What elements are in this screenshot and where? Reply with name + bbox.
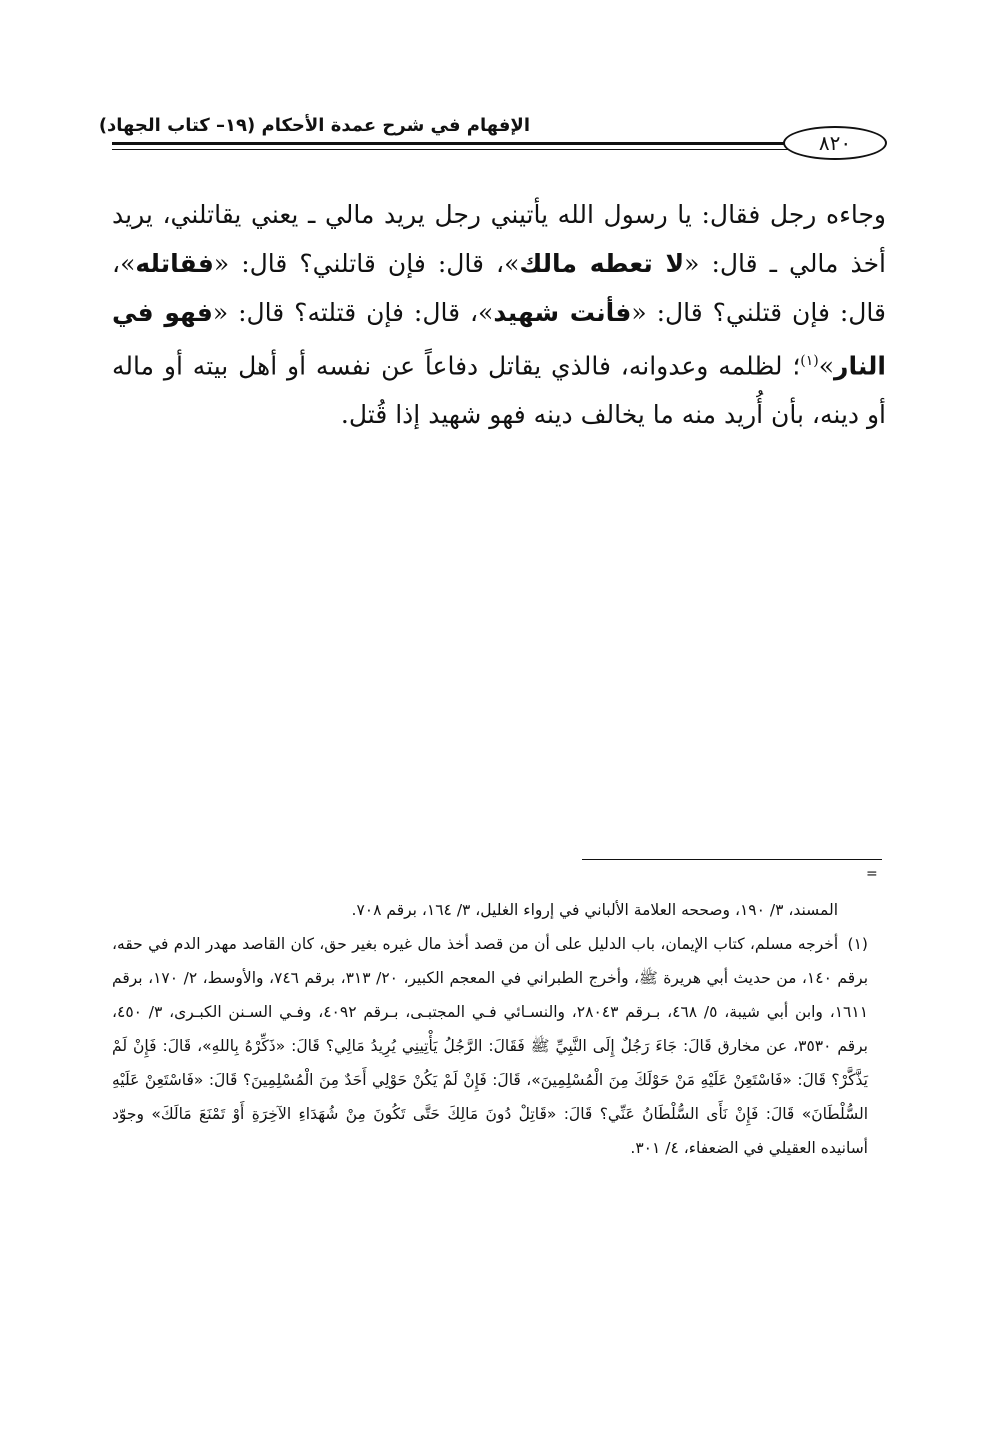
main-text bbox=[112, 190, 886, 439]
text-segment: »، قال: فإن قتلته؟ قال: « bbox=[212, 298, 494, 327]
footnote-1 bbox=[112, 927, 884, 1165]
text-segment: ؛ لظلمه وعدوانه، فالذي يقاتل دفاعاً عن نفسه أو أهل بيته أو ماله أو دينه، بأن أُريد منه ما يخالف دينه فهو شهيد إذا قُتل. bbox=[112, 351, 886, 430]
footnote-text: أخرجه مسلم، كتاب الإيمان، باب الدليل على أن من قصد أخذ مال غيره بغير حق، كان القاصد مهدر الدم في حقه، برقم ١٤٠، من حديث أبي هريرة ﷺ، وأخرج الطبراني في المعجم الكبير، ٢٠/ ٣١٣، برقم ٧٤٦، والأوسط، ٢/ ١٧٠، برقم ١٦١١، وابن أبي شيبة، ٥/ ٤٦٨، بـرقم ٢٨٠٤٣، والنسـائي فـي المجتبـى، بـرقم ٤٠٩٢، وفـي السـنن الكبـرى، ٣/ ٤٥٠، برقم ٣٥٣٠، عن مخارق قَالَ: جَاءَ رَجُلٌ إِلَى النَّبِيِّ ﷺ فَقَالَ: الرَّجُلُ يَأْتِينِي يُرِيدُ مَالِي؟ قَالَ: «ذَكِّرْهُ بِاللهِ»، قَالَ: فَإِنْ لَمْ يَذَّكَّرْ؟ قَالَ: «فَاسْتَعِنْ عَلَيْهِ مَنْ حَوْلَكَ مِنَ الْمُسْلِمِينَ»، قَالَ: فَإِنْ لَمْ يَكُنْ حَوْلِي أَحَدٌ مِنَ الْمُسْلِمِينَ؟ قَالَ: «فَاسْتَعِنْ عَلَيْهِ السُّلْطَانَ» قَالَ: فَإِنْ نَأَى السُّلْطَانُ عَنِّي؟ قَالَ: «قَاتِلْ دُونَ مَالِكَ حَتَّى تَكُونَ مِنْ شُهَدَاءِ الآخِرَةِ أَوْ تَمْنَعَ مَالَكَ» وجوّد أسانيده العقيلي في الضعفاء، ٤/ ٣٠١. bbox=[112, 935, 869, 1157]
main-paragraph bbox=[112, 190, 886, 439]
continuation-mark: = bbox=[866, 866, 878, 882]
text-segment: »، قال: فإن قتلني؟ قال: « bbox=[112, 249, 886, 327]
footnote-continued: المسند، ٣/ ١٩٠، وصححه العلامة الألباني في إرواء الغليل، ٣/ ١٦٤، برقم ٧٠٨. bbox=[351, 901, 838, 919]
header-rule-thick bbox=[112, 142, 784, 145]
bold-quote: فهو في النار bbox=[112, 298, 886, 381]
text-segment: »، قال: فإن قاتلني؟ قال: « bbox=[213, 249, 520, 278]
page-number: ٨٢٠ bbox=[818, 131, 852, 155]
bold-quote: لا تعطه مالك bbox=[519, 249, 685, 278]
page-header bbox=[98, 108, 892, 166]
bold-quote: فقاتله bbox=[135, 249, 214, 278]
running-title: الإفهام في شرح عمدة الأحكام (١٩– كتاب الجهاد) bbox=[98, 115, 530, 136]
footnote-reference[interactable]: (١) bbox=[800, 353, 819, 369]
footnote-separator bbox=[582, 859, 882, 860]
bold-quote: فأنت شهيد bbox=[493, 298, 632, 327]
page-number-badge bbox=[783, 126, 887, 160]
footnotes bbox=[112, 893, 884, 1165]
header-rule-thin bbox=[112, 149, 788, 150]
text-segment: » bbox=[818, 351, 835, 381]
text-segment: وجاءه رجل فقال: يا رسول الله يأتيني رجل يريد مالي ـ يعني يقاتلني، يريد أخذ مالي ـ قال: « bbox=[112, 200, 886, 278]
footnote-number: (١) bbox=[847, 935, 868, 953]
